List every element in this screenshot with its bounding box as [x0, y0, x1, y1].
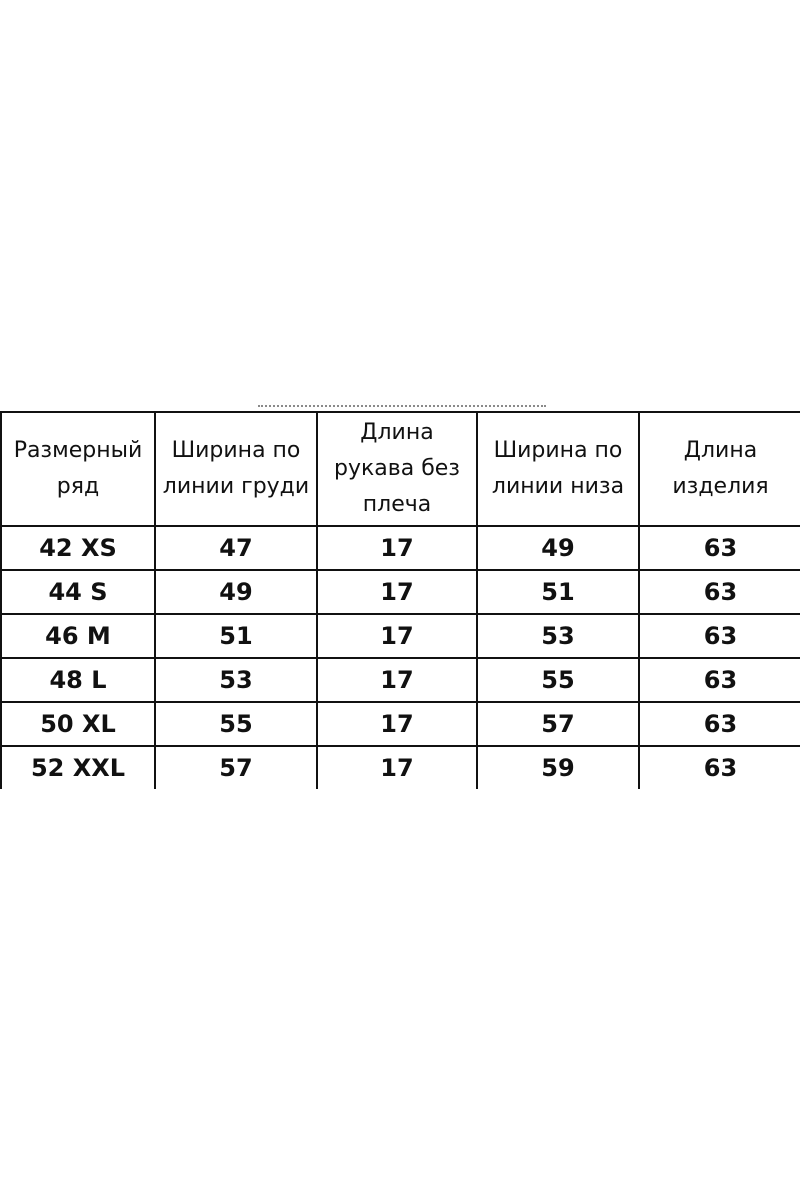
header-hem-width: Ширина по линии низа: [477, 412, 639, 526]
cell-sleeve-length: 17: [317, 746, 477, 789]
cell-hem-width: 59: [477, 746, 639, 789]
cell-garment-length: 63: [639, 702, 800, 746]
cell-size: 48 L: [1, 658, 155, 702]
cell-garment-length: 63: [639, 746, 800, 789]
cell-chest-width: 55: [155, 702, 317, 746]
cell-size: 42 XS: [1, 526, 155, 570]
cell-chest-width: 51: [155, 614, 317, 658]
cell-sleeve-length: 17: [317, 614, 477, 658]
table-row: [1, 570, 800, 614]
cell-size: 52 XXL: [1, 746, 155, 789]
header-chest-width: Ширина по линии груди: [155, 412, 317, 526]
cell-hem-width: 57: [477, 702, 639, 746]
cell-sleeve-length: 17: [317, 658, 477, 702]
table-row: [1, 526, 800, 570]
cell-sleeve-length: 17: [317, 702, 477, 746]
cell-chest-width: 47: [155, 526, 317, 570]
cell-hem-width: 49: [477, 526, 639, 570]
header-garment-length: Длина изделия: [639, 412, 800, 526]
cell-size: 44 S: [1, 570, 155, 614]
cell-hem-width: 51: [477, 570, 639, 614]
table-row: [1, 702, 800, 746]
size-chart-table: [0, 411, 800, 789]
cell-sleeve-length: 17: [317, 526, 477, 570]
cell-garment-length: 63: [639, 614, 800, 658]
cell-hem-width: 55: [477, 658, 639, 702]
table-row: [1, 658, 800, 702]
cell-chest-width: 57: [155, 746, 317, 789]
cell-size: 50 XL: [1, 702, 155, 746]
cell-size: 46 M: [1, 614, 155, 658]
header-size-range: Размерный ряд: [1, 412, 155, 526]
table-row: [1, 614, 800, 658]
header-sleeve-length: Длина рукава без плеча: [317, 412, 477, 526]
cell-sleeve-length: 17: [317, 570, 477, 614]
cell-hem-width: 53: [477, 614, 639, 658]
cell-garment-length: 63: [639, 570, 800, 614]
table-row: [1, 746, 800, 789]
cell-chest-width: 53: [155, 658, 317, 702]
cell-garment-length: 63: [639, 526, 800, 570]
cell-garment-length: 63: [639, 658, 800, 702]
cell-chest-width: 49: [155, 570, 317, 614]
table-header-row: [1, 412, 800, 526]
